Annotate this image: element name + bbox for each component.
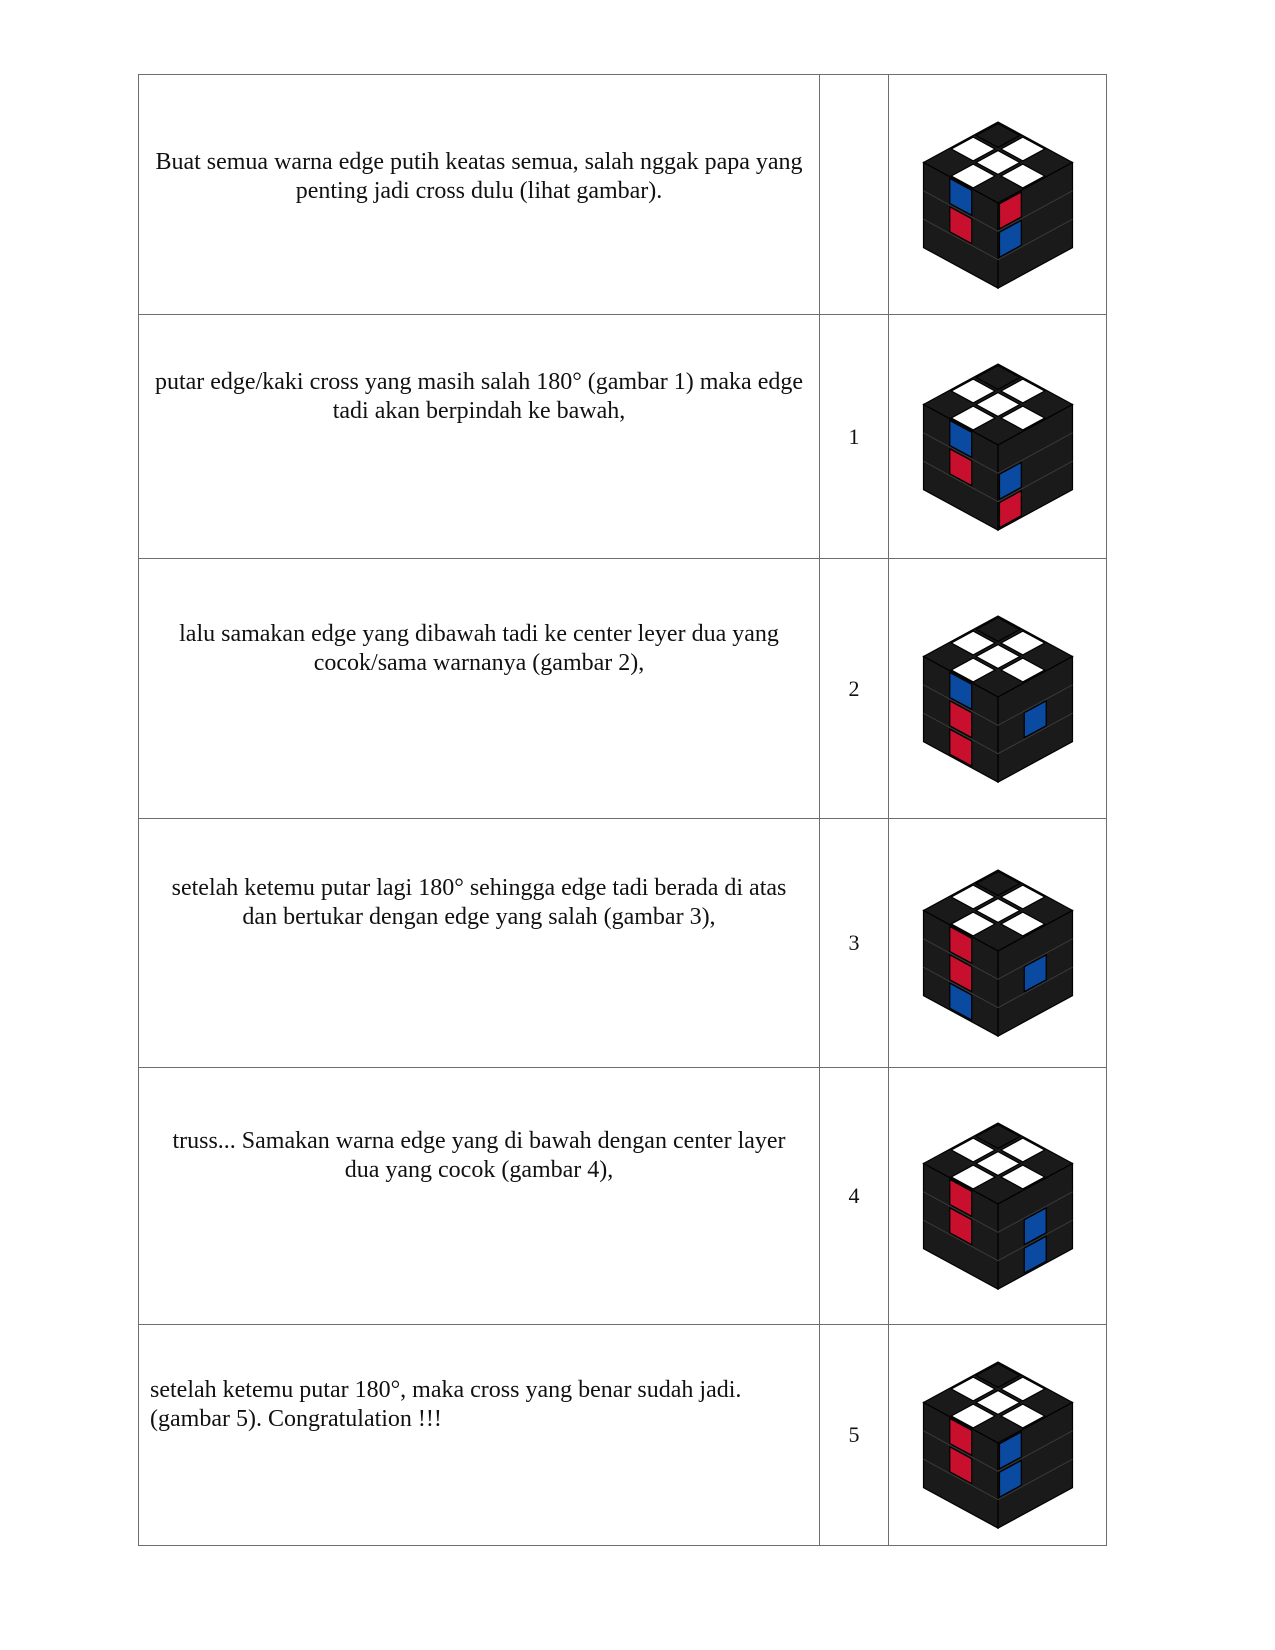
table-row-3 <box>139 819 1107 1068</box>
step-number: 1 <box>848 423 860 449</box>
step-number-cell <box>820 1325 889 1546</box>
step-number: 3 <box>848 930 860 955</box>
step-description-cell <box>139 315 820 559</box>
cube-svg <box>913 1340 1083 1530</box>
step-image-cell <box>889 1068 1107 1325</box>
table-row-0 <box>139 75 1107 315</box>
rubiks-cube-illustration-cube-gambar-1 <box>889 342 1106 532</box>
step-image-cell <box>889 75 1107 315</box>
table-body <box>139 75 1107 1546</box>
step-number: 2 <box>848 675 860 701</box>
step-number-cell <box>820 75 889 315</box>
step-image-cell <box>889 559 1107 819</box>
step-image-cell <box>889 819 1107 1068</box>
rubiks-cube-illustration-cube-gambar-3 <box>889 848 1106 1038</box>
step-number: 5 <box>848 1422 860 1447</box>
step-description: setelah ketemu putar 180°, maka cross yang benar sudah jadi. (gambar 5). Congratulation !!! <box>150 1377 742 1432</box>
step-number-cell <box>820 315 889 559</box>
rubiks-cube-illustration-cube-gambar-5 <box>889 1340 1106 1530</box>
step-description: putar edge/kaki cross yang masih salah 180° (gambar 1) maka edge tadi akan berpindah ke bawah, <box>154 368 804 424</box>
step-image-cell <box>889 1325 1107 1546</box>
cube-svg <box>913 1101 1083 1291</box>
step-description: setelah ketemu putar lagi 180° sehingga edge tadi berada di atas dan bertukar dengan edge yang salah (gambar 3), <box>171 875 787 930</box>
cube-svg <box>913 100 1083 290</box>
step-text-wrap <box>139 148 819 206</box>
step-description-cell <box>139 75 820 315</box>
table-row-2 <box>139 559 1107 819</box>
table-row-5 <box>139 1325 1107 1546</box>
step-description-cell <box>139 1325 820 1546</box>
cube-svg <box>913 594 1083 784</box>
step-description: lalu samakan edge yang dibawah tadi ke center leyer dua yang cocok/sama warnanya (gambar 2), <box>179 620 779 676</box>
step-image-cell <box>889 315 1107 559</box>
cube-svg <box>913 848 1083 1038</box>
step-description-cell <box>139 819 820 1068</box>
step-number-cell <box>820 819 889 1068</box>
table-row-1 <box>139 315 1107 559</box>
step-description-cell <box>139 559 820 819</box>
step-number-cell <box>820 1068 889 1325</box>
rubiks-cube-illustration-cube-gambar-4 <box>889 1101 1106 1291</box>
step-number: 4 <box>848 1183 860 1208</box>
instruction-table <box>138 74 1107 1546</box>
step-description: truss... Samakan warna edge yang di bawah dengan center layer dua yang cocok (gambar 4), <box>172 1128 786 1183</box>
step-description: Buat semua warna edge putih keatas semua, salah nggak papa yang penting jadi cross dulu (lihat gambar). <box>155 148 803 204</box>
rubiks-cube-illustration-cube-initial-cross <box>889 100 1106 290</box>
rubiks-cube-illustration-cube-gambar-2 <box>889 594 1106 784</box>
step-description-cell <box>139 1068 820 1325</box>
table-row-4 <box>139 1068 1107 1325</box>
step-number-cell <box>820 559 889 819</box>
cube-svg <box>913 342 1083 532</box>
